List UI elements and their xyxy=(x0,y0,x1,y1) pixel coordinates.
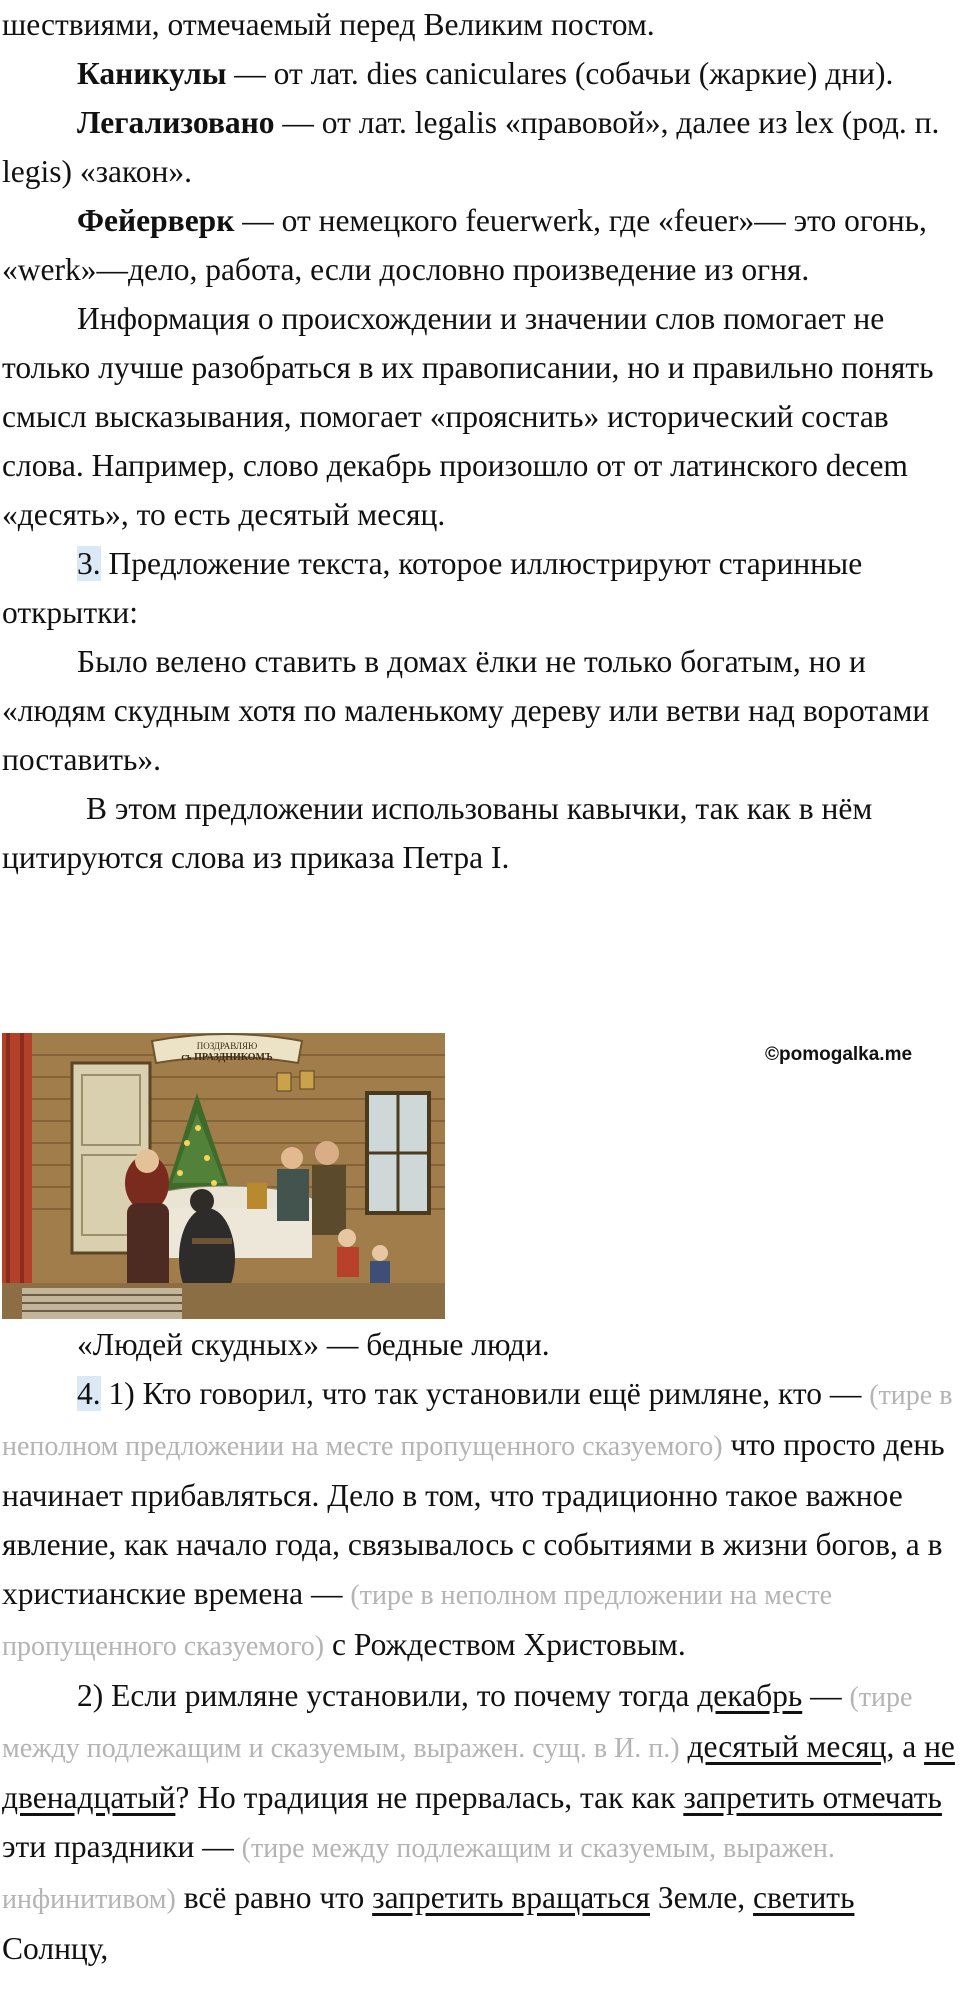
paragraph-feierverk xyxy=(2,196,956,294)
underlined-subject: декабрь xyxy=(697,1678,803,1713)
definition-kanikuly: — от лат. dies caniculares (собачьи (жаркие) дни). xyxy=(226,56,894,91)
banner-line2: съ ПРАЗДНИКОМЪ xyxy=(181,1052,273,1063)
dash-explanation: (тире в неполном предложении на месте пропущенного сказуемого) xyxy=(2,1580,833,1662)
paragraph-skudnye: «Людей скудных» — бедные люди. xyxy=(77,1327,550,1362)
underlined-predicate: светить xyxy=(753,1880,855,1915)
text-fragment: Солнцу, xyxy=(2,1931,109,1966)
text-fragment: , а xyxy=(886,1729,925,1764)
term-kanikuly: Каникулы xyxy=(77,56,227,91)
task-4-text-b: что просто день начинает прибавляться. Дело в том, что традиционно такое важное явление, как начало года, связывалось с событиями в жизни богов, а в христианские времена — xyxy=(2,1427,945,1611)
paragraph-explanation: В этом предложении использованы кавычки, так как в нём цитируются слова из приказа Петра I. xyxy=(2,791,873,875)
text-fragment: 2) Если римляне установили, то почему тогда xyxy=(77,1678,698,1713)
postcard-illustration xyxy=(2,1033,445,1319)
banner-line1: ПОЗДРАВЛЯЮ xyxy=(196,1041,258,1051)
watermark: ©pomogalka.me xyxy=(765,1044,913,1065)
paragraph-quote: Было велено ставить в домах ёлки не только богатым, но и «людям скудным хотя по маленькому дереву или ветви над воротами поставить». xyxy=(2,644,930,777)
underlined-subject: запретить отмечать xyxy=(683,1780,942,1815)
task-4-text-a: 1) Кто говорил, что так установили ещё римляне, кто — xyxy=(100,1376,870,1411)
underlined-predicate: не двенадцатый xyxy=(2,1729,955,1815)
text-block-top xyxy=(2,0,956,882)
text-fragment: ? Но традиция не прервалась, так как xyxy=(175,1780,684,1815)
definition-legalizovano: — от лат. legalis «правовой», далее из lex (род. п. legis) «закон». xyxy=(2,105,940,189)
underlined-predicate: запретить вращаться xyxy=(372,1880,650,1915)
task-4-text-c: с Рождеством Христовым. xyxy=(324,1627,686,1662)
text-fragment: эти праздники — xyxy=(2,1829,242,1864)
paragraph-task-3 xyxy=(2,539,956,637)
paragraph-kanikuly xyxy=(2,49,956,98)
paragraph-continuation: шествиями, отмечаемый перед Великим постом. xyxy=(2,7,655,42)
dash-explanation: (тире между подлежащим и сказуемым, выражен. инфинитивом) xyxy=(2,1833,835,1915)
paragraph-information: Информация о происхождении и значении слов помогает не только лучше разобраться в их правописании, но и правильно понять смысл высказывания, помогает «прояснить» исторический состав слова. Например, слово декабрь произошло от от латинского decem «десять», то есть десятый месяц. xyxy=(2,301,934,532)
definition-feierverk: — от немецкого feuerwerk, где «feuer»— это огонь, «werk»—дело, работа, если дословно произведение из огня. xyxy=(2,203,927,287)
paragraph-legalizovano xyxy=(2,98,956,196)
dash-explanation: (тире между подлежащим и сказуемым, выражен. сущ. в И. п.) xyxy=(2,1682,913,1764)
underlined-predicate: десятый месяц xyxy=(687,1729,887,1764)
text-block-bottom xyxy=(2,1320,956,1973)
text-fragment: Земле, xyxy=(650,1880,754,1915)
term-feierverk: Фейерверк xyxy=(77,203,235,238)
paragraph-task-4 xyxy=(2,1369,956,1671)
text-fragment: всё равно что xyxy=(175,1880,373,1915)
task-3-text: Предложение текста, которое иллюстрируют старинные открытки: xyxy=(2,546,863,630)
task-number-3: 3. xyxy=(77,546,101,581)
paragraph-task-4-part-2 xyxy=(2,1671,956,1973)
term-legalizovano: Легализовано xyxy=(77,105,275,140)
text-fragment: — xyxy=(802,1678,850,1713)
vintage-postcard-image xyxy=(2,1033,445,1319)
dash-explanation: (тире в неполном предложении на месте пропущенного сказуемого) xyxy=(2,1380,953,1462)
task-number-4: 4. xyxy=(77,1376,101,1411)
